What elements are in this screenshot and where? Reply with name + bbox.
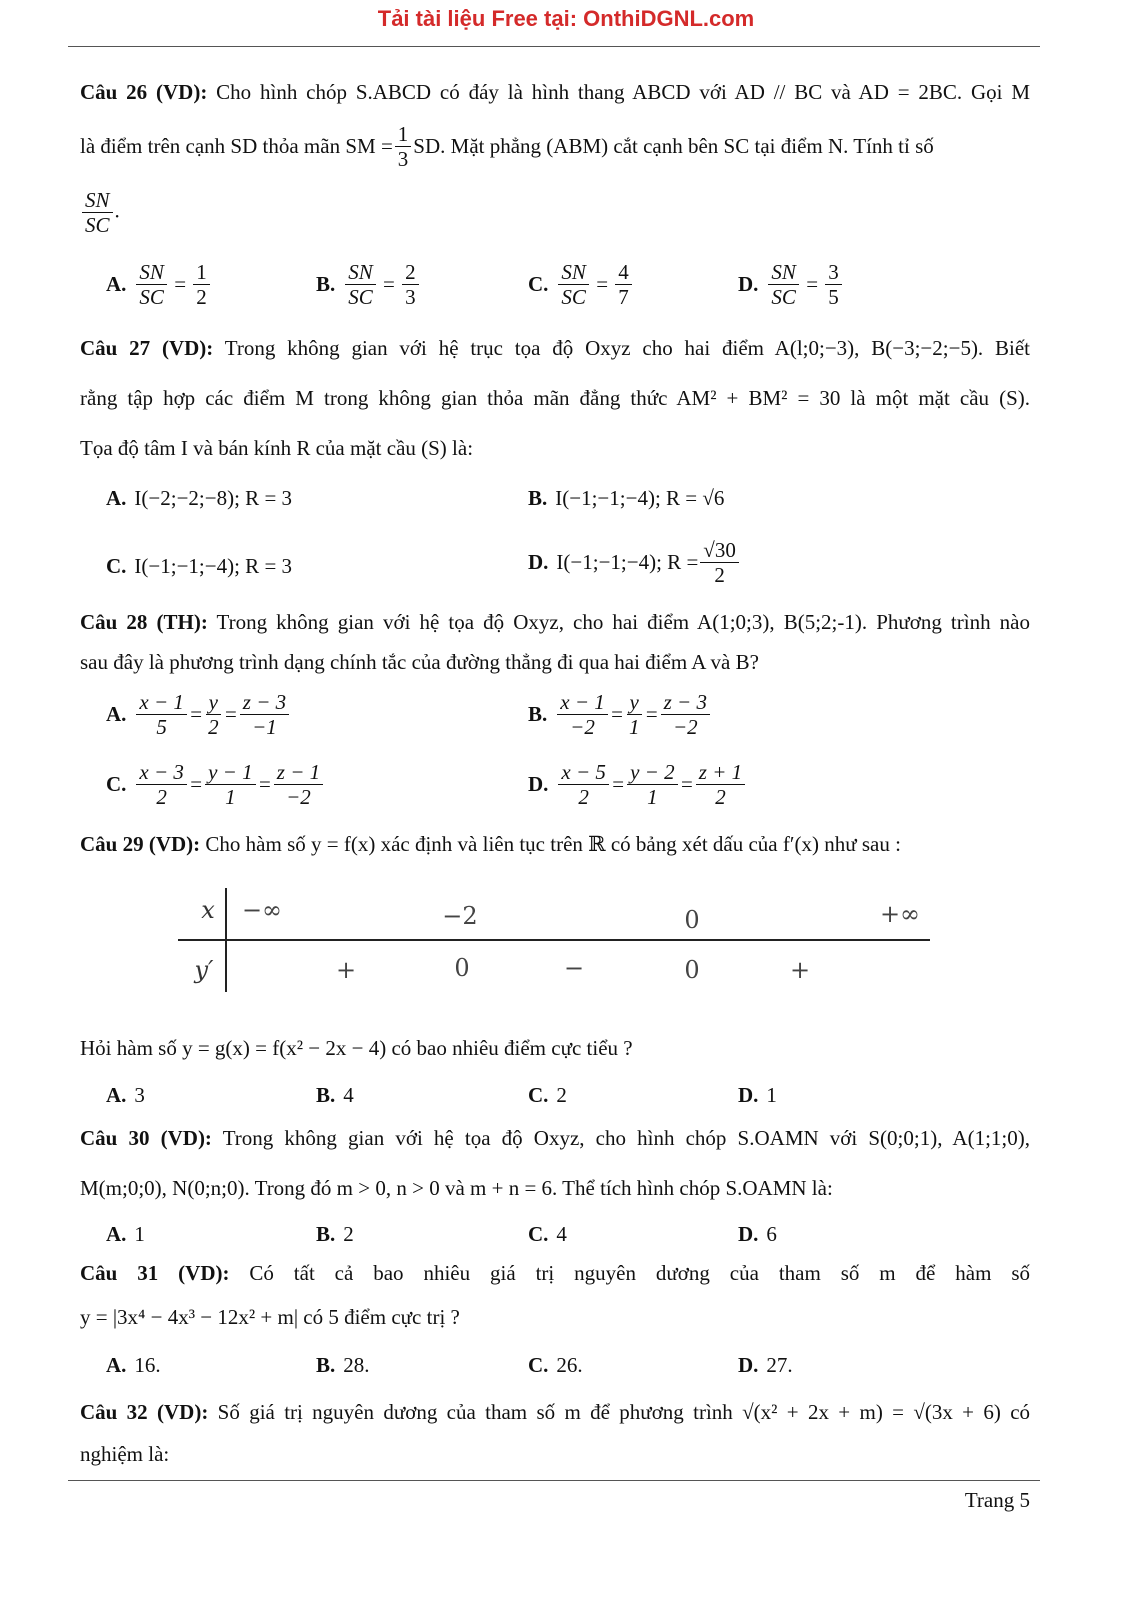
q31-label: Câu 31 (VD): (80, 1261, 230, 1285)
sign-plus-2: + (789, 956, 811, 984)
sign-table-y-label: y′ (194, 956, 214, 984)
q27-option-d[interactable]: D. I(−1;−1;−4); R = $\frac{√30}{2}$ (528, 538, 741, 587)
q26-fraction-one-third: $\frac{1}{3}$ (395, 122, 412, 171)
q30-option-d[interactable]: D. 6 (738, 1222, 777, 1246)
q26-label: Câu 26 (VD): (80, 80, 208, 104)
q30-line2: M(m;0;0), N(0;n;0). Trong đó m > 0, n > 0 và m + n = 6. Thể tích hình chóp S.OAMN là: (80, 1176, 833, 1200)
q30-option-b[interactable]: B. 2 (316, 1222, 354, 1246)
q28-line2: sau đây là phương trình dạng chính tắc của đường thẳng đi qua hai điểm A và B? (80, 650, 759, 674)
page-number: Trang 5 (964, 1488, 1030, 1512)
q31-option-b[interactable]: B. 28. (316, 1353, 370, 1377)
q29-option-d[interactable]: D. 1 (738, 1083, 777, 1107)
q31-option-c[interactable]: C. 26. (528, 1353, 583, 1377)
q27-label: Câu 27 (VD): (80, 336, 214, 360)
q29-label: Câu 29 (VD): (80, 832, 201, 856)
q27-option-a[interactable]: A. I(−2;−2;−8); R = 3 (106, 486, 293, 510)
q29-option-a[interactable]: A. 3 (106, 1083, 145, 1107)
q27-line3: Tọa độ tâm I và bán kính R của mặt cầu (S) là: (80, 436, 474, 460)
q26-line2: là điểm trên cạnh SD thỏa mãn SM = $\frac{1}{3}$ SD. Mặt phẳng (ABM) cắt cạnh bên SC tại điểm N. Tính tỉ số (80, 122, 934, 172)
q28-option-b[interactable]: B. $\frac{x - 1}{-2}$ = $\frac{y}{1}$ = $\frac{z - 3}{-2}$ (528, 690, 712, 739)
q32-label: Câu 32 (VD): (80, 1400, 209, 1424)
q32-line2: nghiệm là: (80, 1442, 170, 1466)
q31-line2: y = |3x⁴ − 4x³ − 12x² + m| có 5 điểm cực trị ? (80, 1305, 460, 1329)
q29-option-b[interactable]: B. 4 (316, 1083, 354, 1107)
footer-divider (68, 1480, 1040, 1481)
sign-zero-2: 0 (684, 956, 700, 984)
q31-option-a[interactable]: A. 16. (106, 1353, 161, 1377)
q28-line1: Câu 28 (TH): Trong không gian với hệ tọa độ Oxyz, cho hai điểm A(1;0;3), B(5;2;-1). Phương trình nào (80, 610, 1030, 634)
q29-line1: Câu 29 (VD): Cho hàm số y = f(x) xác định và liên tục trên ℝ có bảng xét dấu của f′(x) như sau : (80, 832, 901, 856)
q30-option-a[interactable]: A. 1 (106, 1222, 145, 1246)
q26-option-b[interactable]: B. $\frac{SN}{SC}$ = $\frac{2}{3}$ (316, 260, 421, 309)
sign-table (170, 882, 940, 997)
sign-minus: − (563, 954, 585, 982)
sign-plus-1: + (335, 956, 357, 984)
q30-option-c[interactable]: C. 4 (528, 1222, 567, 1246)
q28-option-d[interactable]: D. $\frac{x - 5}{2}$ = $\frac{y - 2}{1}$ = $\frac{z + 1}{2}$ (528, 760, 747, 809)
q26-ratio: $\frac{SN}{SC}$ . (80, 188, 1030, 237)
q30-line1: Câu 30 (VD): Trong không gian với hệ tọa độ Oxyz, cho hình chóp S.OAMN với S(0;0;1), A(1;1;0), (80, 1126, 1030, 1150)
source-banner: Tải tài liệu Free tại: OnthiDGNL.com (377, 6, 755, 31)
q26-line1: Câu 26 (VD): Cho hình chóp S.ABCD có đáy là hình thang ABCD với AD // BC và AD = 2BC. Gọi M (80, 80, 1030, 104)
sign-zero-1: 0 (454, 954, 470, 982)
x-value-neg2: −2 (442, 902, 478, 930)
q32-line1: Câu 32 (VD): Số giá trị nguyên dương của tham số m để phương trình √(x² + 2x + m) = √(3x + 6) có (80, 1400, 1031, 1424)
q28-option-a[interactable]: A. $\frac{x - 1}{5}$ = $\frac{y}{2}$ = $\frac{z - 3}{-1}$ (106, 690, 291, 739)
q29-option-c[interactable]: C. 2 (528, 1083, 567, 1107)
q26-option-d[interactable]: D. $\frac{SN}{SC}$ = $\frac{3}{5}$ (738, 260, 844, 309)
q31-line1: Câu 31 (VD): Có tất cả bao nhiêu giá trị nguyên dương của tham số m để hàm số (80, 1261, 1030, 1285)
q27-option-b[interactable]: B. I(−1;−1;−4); R = √6 (528, 486, 725, 510)
q27-line1: Câu 27 (VD): Trong không gian với hệ trục tọa độ Oxyz cho hai điểm A(l;0;−3), B(−3;−2;−5). Biết (80, 336, 1030, 360)
q28-option-c[interactable]: C. $\frac{x - 3}{2}$ = $\frac{y - 1}{1}$ = $\frac{z - 1}{-2}$ (106, 760, 325, 809)
q27-option-c[interactable]: C. I(−1;−1;−4); R = 3 (106, 554, 293, 578)
q28-label: Câu 28 (TH): (80, 610, 208, 634)
q26-option-c[interactable]: C. $\frac{SN}{SC}$ = $\frac{4}{7}$ (528, 260, 634, 309)
q29-line2: Hỏi hàm số y = g(x) = f(x² − 2x − 4) có bao nhiêu điểm cực tiểu ? (80, 1036, 633, 1060)
header-divider (68, 46, 1040, 47)
x-value-pos-inf: +∞ (879, 900, 921, 928)
x-value-neg-inf: −∞ (241, 896, 283, 924)
q31-option-d[interactable]: D. 27. (738, 1353, 793, 1377)
q27-line2: rằng tập hợp các điểm M trong không gian thỏa mãn đẳng thức AM² + BM² = 30 là một mặt cầu (S). (80, 386, 1030, 410)
sign-table-x-label: x (201, 896, 215, 924)
q30-label: Câu 30 (VD): (80, 1126, 212, 1150)
q26-option-a[interactable]: A. $\frac{SN}{SC}$ = $\frac{1}{2}$ (106, 260, 212, 309)
x-value-0: 0 (684, 906, 700, 934)
